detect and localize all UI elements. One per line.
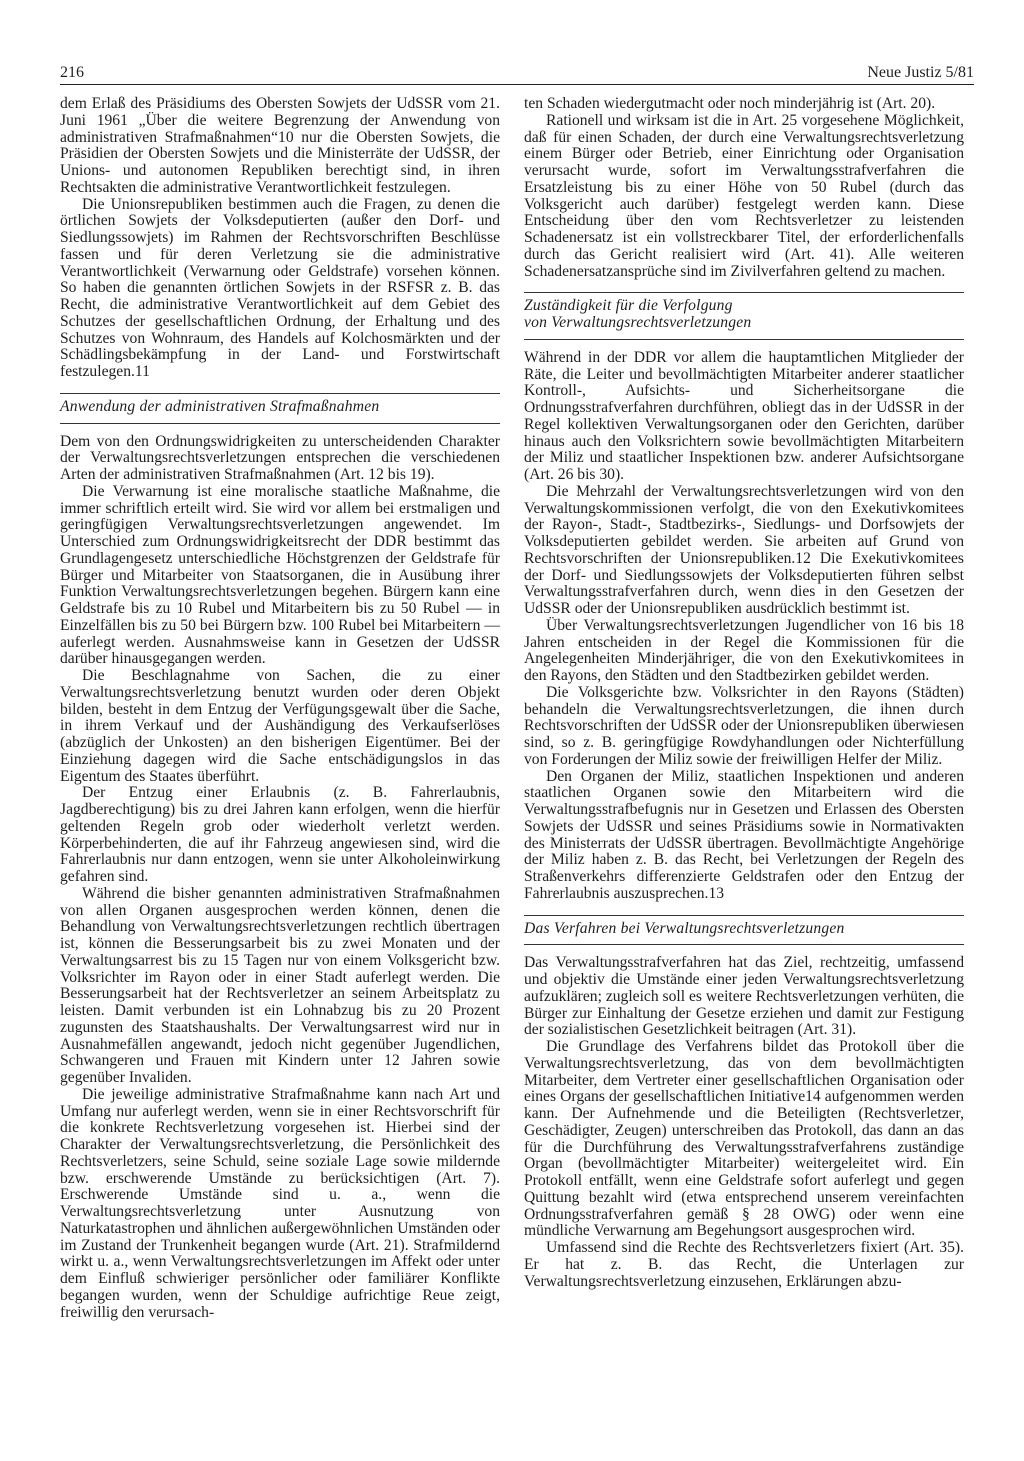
section-heading [524, 915, 964, 946]
right-column [524, 96, 964, 1290]
paragraph: Während in der DDR vor allem die hauptamtlichen Mitglieder der Räte, die Leiter und bevollmächtigten Mitarbeiter anderer staatlicher Kontroll-, Aufsichts- und Sicherheitsorgane die Ordnungsstrafverfahren durchführen, obliegt das in der UdSSR in der Regel kollektiven Verwaltungsorganen oder den Gerichten, darüber hinaus auch den Volksrichtern sowie bevollmächtigten Mitarbeitern der Miliz und staatlicher Inspektionen bzw. anderer Aufsichtsorgane (Art. 26 bis 30). [524, 348, 964, 483]
paragraph: ten Schaden wiedergutmacht oder noch minderjährig ist (Art. 20). [524, 95, 936, 112]
section-heading-text: Das Verfahren bei Verwaltungsrechtsverletzungen [524, 919, 845, 937]
paragraph: Umfassend sind die Rechte des Rechtsverletzers fixiert (Art. 35). Er hat z. B. das Recht, die Unterlagen zur Verwaltungsrechtsverletzung einzusehen, Erklärungen abzu- [524, 1239, 964, 1290]
paragraph: Rationell und wirksam ist die in Art. 25 vorgesehene Möglichkeit, daß für einen Schaden, der durch eine Verwaltungsrechtsverletzung einem Bürger oder Betrieb, einer Einrichtung oder Organisation verursacht wurde, sofort im Verwaltungsstrafverfahren die Ersatzleistung bis zu einer Höhe von 50 Rubel (durch das Volksgericht auch darüber) festgelegt werden kann. Diese Entscheidung über den vom Rechtsverletzer zu leistenden Schadenersatz ist ein vollstreckbarer Titel, der erforderlichenfalls durch das Gericht realisiert wird (Art. 41). Alle weiteren Schadenersatzansprüche sind im Zivilverfahren geltend zu machen. [524, 111, 964, 280]
paragraph: Die jeweilige administrative Strafmaßnahme kann nach Art und Umfang nur auferlegt werden, wenn sie in einer Rechtsvorschrift für die konkrete Rechtsverletzung vorgesehen ist. Hierbei sind der Charakter der Verwaltungsrechtsverletzung, die Persönlichkeit des Rechtsverletzers, seine Schuld, seine soziale Lage sowie mildernde bzw. erschwerende Umstände zu berücksichtigen (Art. 7). Erschwerende Umstände sind u. a., wenn die Verwaltungsrechtsverletzung unter Ausnutzung von Naturkatastrophen und ähnlichen außergewöhnlichen Umständen oder im Zustand der Trunkenheit begangen wurde (Art. 21). Strafmildernd wirkt u. a., wenn Verwaltungsrechtsverletzungen im Affekt oder unter dem Einfluß schwieriger persönlicher oder familiärer Konflikte begangen wurden, wenn der Schuldige aufrichtige Reue zeigt, freiwillig den verursach- [60, 1085, 500, 1321]
section-heading [524, 292, 964, 340]
paragraph: Der Entzug einer Erlaubnis (z. B. Fahrerlaubnis, Jagdberechtigung) bis zu drei Jahren kann erfolgen, wenn die hierfür geltenden Regeln grob oder wiederholt verletzt werden. Körperbehinderten, die auf ihr Fahrzeug angewiesen sind, wird die Fahrerlaubnis nur dann entzogen, wenn sie unter Alkoholeinwirkung gefahren sind. [60, 784, 500, 885]
paragraph: Die Unionsrepubliken bestimmen auch die Fragen, zu denen die örtlichen Sowjets der Volksdeputierten (außer den Dorf- und Siedlungssowjets) im Rahmen der Rechtsvorschriften Beschlüsse fassen und für deren Verletzung sie die administrative Verantwortlichkeit (Verwarnung oder Geldstrafe) vorsehen können. So haben die genannten örtlichen Sowjets in der RSFSR z. B. das Recht, die administrative Verantwortlichkeit auf dem Gebiet des Schutzes der gesellschaftlichen Ordnung, der Erhaltung und des Schutzes von Wohnraum, des Handels auf Kolchosmärkten und der Schädlingsbekämpfung in der Land- und Forstwirtschaft festzulegen.11 [60, 195, 500, 380]
paragraph: Den Organen der Miliz, staatlichen Inspektionen und anderen staatlichen Organen sowie den Mitarbeitern wird die Verwaltungsstrafbefugnis nur in Gesetzen und Erlassen des Obersten Sowjets der UdSSR und seines Präsidiums sowie in Normativakten des Ministerrats der UdSSR übertragen. Bevollmächtigte Angehörige der Miliz haben z. B. das Recht, bei Verletzungen der Regeln des Straßenverkehrs differenzierte Geldstrafen oder den Entzug der Fahrerlaubnis auszusprechen.13 [524, 767, 964, 902]
paragraph: Das Verwaltungsstrafverfahren hat das Ziel, rechtzeitig, umfassend und objektiv die Umstände einer jeden Verwaltungsrechtsverletzung aufzuklären; zugleich soll es weitere Rechtsverletzungen verhüten, die Bürger zur Einhaltung der Gesetze erziehen und damit zur Festigung der sozialistischen Gesetzlichkeit beitragen (Art. 31). [524, 954, 964, 1039]
paragraph: Die Verwarnung ist eine moralische staatliche Maßnahme, die immer schriftlich erteilt wird. Sie wird vor allem bei erstmaligen und geringfügigen Verwaltungsrechtsverletzungen angewendet. Im Unterschied zum Ordnungswidrigkeitsrecht der DDR bestimmt das Grundlagengesetz unterschiedliche Höchstgrenzen der Geldstrafe für Bürger und Mitarbeiter von Staatsorganen, die in Ausübung ihrer Funktion Verwaltungsrechtsverletzungen begehen. Bürgern kann eine Geldstrafe bis zu 10 Rubel und Mitarbeitern bis zu 50 Rubel — in Einzelfällen bis zu 50 bei Bürgern bzw. 100 Rubel bei Mitarbeitern — auferlegt werden. Ausnahmsweise kann in Gesetzen der UdSSR darüber hinausgegangen werden. [60, 482, 500, 668]
section-heading-text: Anwendung der administrativen Strafmaßnahmen [60, 397, 380, 415]
section-heading [60, 393, 500, 424]
paragraph: Während die bisher genannten administrativen Strafmaßnahmen von allen Organen ausgesprochen werden können, denen die Behandlung von Verwaltungsrechtsverletzungen rechtlich übertragen ist, können die Besserungsarbeit bis zu zwei Monaten und der Verwaltungsarrest bis zu 15 Tagen nur von einem Volksgericht bzw. Volksrichter im Rayon oder in einer Stadt auferlegt werden. Die Besserungsarbeit hat der Rechtsverletzer an seinem Arbeitsplatz zu leisten. Damit verbunden ist ein Lohnabzug bis zu 20 Prozent zugunsten des Staatshaushalts. Der Verwaltungsarrest wird nur in Ausnahmefällen angewandt, jedoch nicht gegenüber Jugendlichen, Schwangeren und Frauen mit Kindern unter 12 Jahren sowie gegenüber Invaliden. [60, 884, 500, 1086]
section-heading-text: von Verwaltungsrechtsverletzungen [524, 314, 752, 331]
page-number: 216 [60, 64, 84, 81]
paragraph: Die Mehrzahl der Verwaltungsrechtsverletzungen wird von den Verwaltungskommissionen verfolgt, die von den Exekutivkomitees der Rayon-, Stadt-, Stadtbezirks-, Siedlungs- und Dorfsowjets der Volksdeputierten gebildet werden. Sie arbeiten auf Grund von Rechtsvorschriften der Unionsrepubliken.12 Die Exekutivkomitees der Dorf- und Siedlungssowjets der Volksdeputierten führen selbst Verwaltungsstrafverfahren durch, wenn dies in den Gesetzen der UdSSR oder der Unionsrepubliken ausdrücklich bestimmt ist. [524, 482, 964, 617]
paragraph: Dem von den Ordnungswidrigkeiten zu unterscheidenden Charakter der Verwaltungsrechtsverletzungen entsprechen die verschiedenen Arten der administrativen Strafmaßnahmen (Art. 12 bis 19). [60, 432, 500, 483]
paragraph: dem Erlaß des Präsidiums des Obersten Sowjets der UdSSR vom 21. Juni 1961 „Über die weitere Begrenzung der Anwendung von administrativen Strafmaßnahmen“10 nur die Obersten Sowjets, die Präsidien der Obersten Sowjets und die Ministerräte der UdSSR, der Unions- und autonomen Republiken berechtigt sind, in ihren Rechtsakten die administrative Verantwortlichkeit festzulegen. [60, 95, 500, 196]
journal-issue: Neue Justiz 5/81 [867, 64, 974, 81]
left-column [60, 96, 500, 1321]
paragraph: Die Volksgerichte bzw. Volksrichter in den Rayons (Städten) behandeln die Verwaltungsrechtsverletzungen, die ihnen durch Rechtsvorschriften der UdSSR oder der Unionsrepubliken überwiesen sind, so z. B. geringfügige Rowdyhandlungen oder Nichterfüllung von Forderungen der Miliz sowie der freiwilligen Helfer der Miliz. [524, 683, 964, 768]
paragraph: Über Verwaltungsrechtsverletzungen Jugendlicher von 16 bis 18 Jahren entscheiden in der Regel die Kommissionen für die Angelegenheiten Minderjähriger, die von den Exekutivkomitees in den Rayons, den Städten und den Stadtbezirken gebildet werden. [524, 616, 964, 684]
paragraph: Die Grundlage des Verfahrens bildet das Protokoll über die Verwaltungsrechtsverletzung, das von dem bevollmächtigten Mitarbeiter, dem Vertreter einer gesellschaftlichen Organisation oder eines Organs der gesellschaftlichen Initiative14 aufgenommen werden kann. Der Aufnehmende und die Beteiligten (Rechtsverletzer, Geschädigter, Zeugen) unterschreiben das Protokoll, das dann an das für die Durchführung des Verwaltungsstrafverfahrens zuständige Organ (bevollmächtigter Mitarbeiter) weitergeleitet wird. Ein Protokoll entfällt, wenn eine Geldstrafe sofort auferlegt und gegen Quittung bezahlt wird (etwa entsprechend unserem vereinfachten Ordnungsstrafverfahren gemäß § 28 OWG) oder wenn eine mündliche Verwarnung am Begehungsort ausgesprochen wird. [524, 1038, 964, 1240]
paragraph: Die Beschlagnahme von Sachen, die zu einer Verwaltungsrechtsverletzung benutzt wurden oder deren Objekt bilden, besteht in dem Entzug der Verfügungsgewalt über die Sache, in ihrem Verkauf und der Aushändigung des Verkaufserlöses (abzüglich der Unkosten) an den bisherigen Eigentümer. Bei der Einziehung dagegen wird die Sache entschädigungslos in das Eigentum des Staates überführt. [60, 667, 500, 785]
running-header [60, 62, 974, 85]
section-heading-text: Zuständigkeit für die Verfolgung [524, 297, 733, 315]
